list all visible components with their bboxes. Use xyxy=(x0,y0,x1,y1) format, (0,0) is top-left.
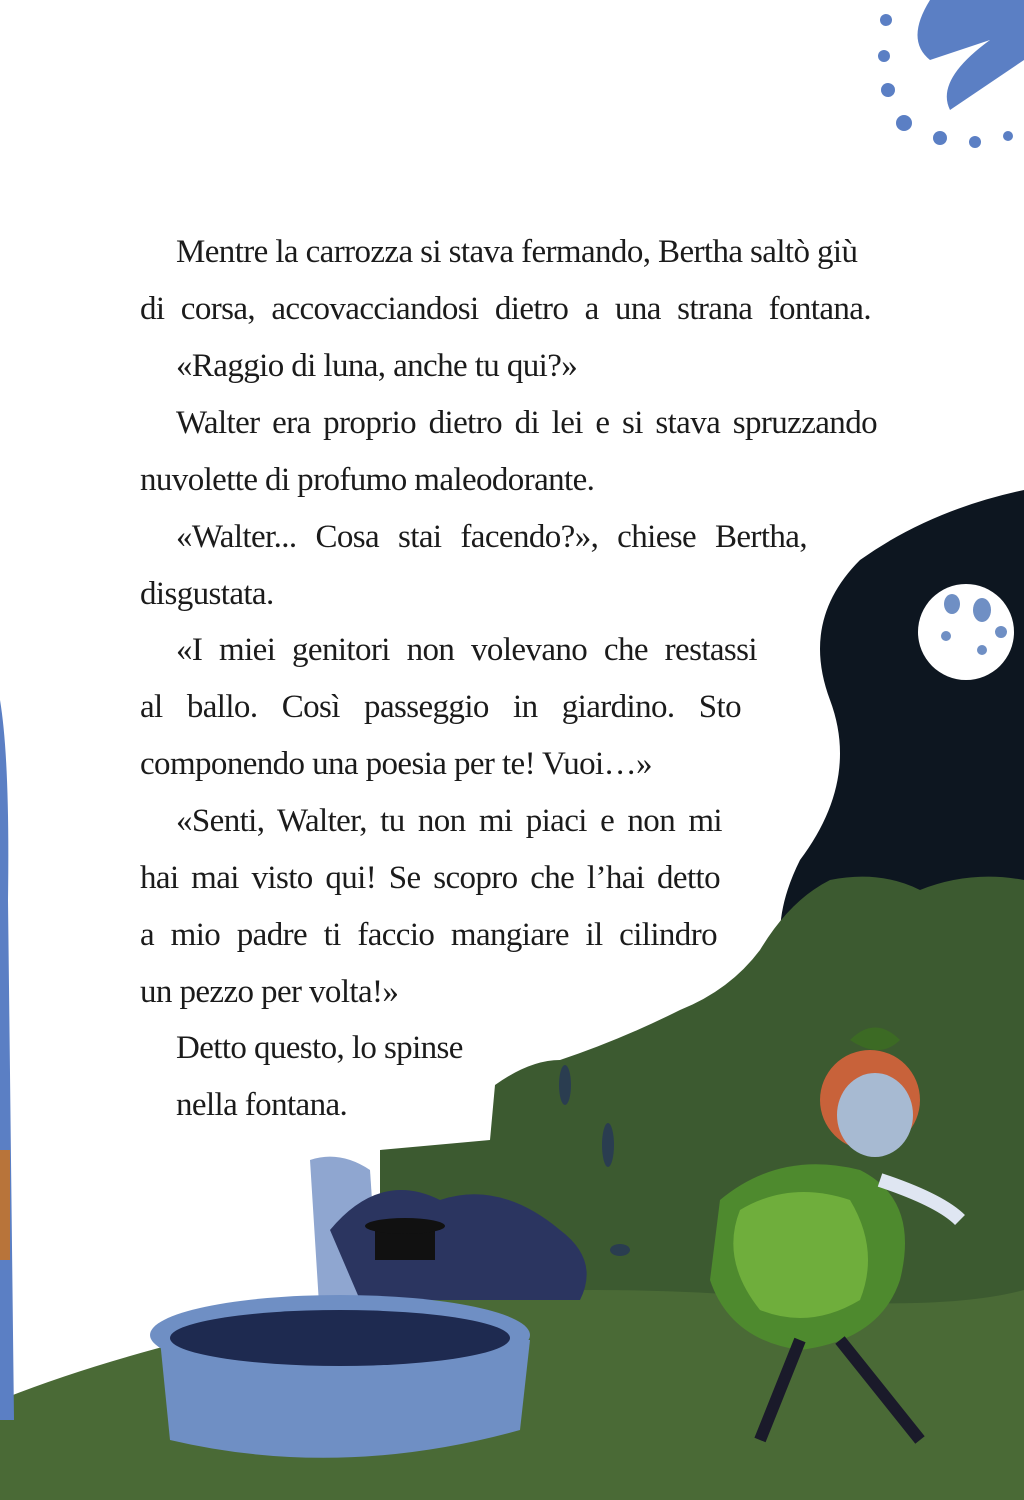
text-line: Walter era proprio dietro di lei e si stava spruzzando xyxy=(176,405,877,441)
left-edge-illustration xyxy=(0,700,14,1420)
moon xyxy=(918,584,1014,680)
text-line: Mentre la carrozza si stava fermando, Bertha saltò giù xyxy=(176,234,858,270)
text-line: nella fontana. xyxy=(176,1087,348,1123)
text-line: disgustata. xyxy=(140,576,274,612)
decorative-flower-icon xyxy=(878,0,1024,148)
text-line: un pezzo per volta!» xyxy=(140,974,399,1010)
text-line: «I miei genitori non volevano che restassi xyxy=(176,632,757,668)
text-line: componendo una poesia per te! Vuoi…» xyxy=(140,746,652,782)
text-line: «Raggio di luna, anche tu qui?» xyxy=(176,348,578,384)
text-line: «Senti, Walter, tu non mi piaci e non mi xyxy=(176,803,722,839)
text-line: «Walter... Cosa stai facendo?», chiese Bertha, xyxy=(176,519,807,555)
text-line: al ballo. Così passeggio in giardino. Sto xyxy=(140,689,741,725)
text-line: a mio padre ti faccio mangiare il cilindro xyxy=(140,917,717,953)
text-line: nuvolette di profumo maleodorante. xyxy=(140,462,595,498)
text-line: di corsa, accovacciandosi dietro a una strana fontana. xyxy=(140,291,871,327)
text-line: hai mai visto qui! Se scopro che l’hai detto xyxy=(140,860,720,896)
text-line: Detto questo, lo spinse xyxy=(176,1030,463,1066)
